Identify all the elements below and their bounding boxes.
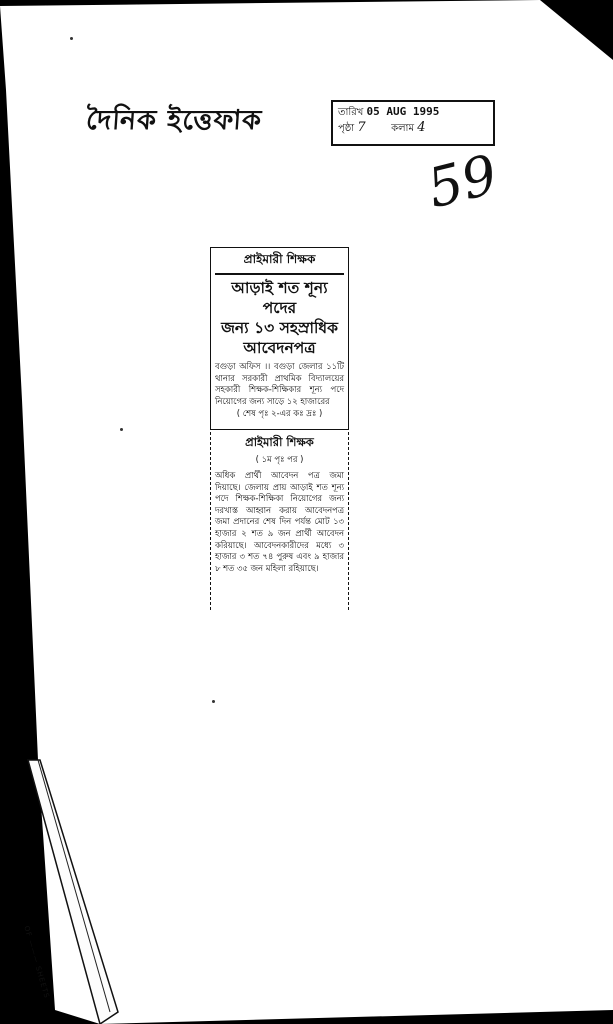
date-value: 05 AUG 1995 <box>366 105 440 118</box>
page-label: পৃষ্ঠা <box>338 123 355 134</box>
scan-speck <box>212 700 215 703</box>
continuation-title: প্রাইমারী শিক্ষক <box>245 435 314 449</box>
newspaper-masthead: দৈনিক ইত্তেফাক <box>85 105 264 136</box>
handwritten-sheet-number: 59 <box>421 142 504 221</box>
continuation-from-page: ( ১ম পৃঃ পর ) <box>255 454 304 464</box>
clipping-body: বগুড়া অফিস ।। বগুড়া জেলার ১১টি থানার সরকারী প্রাথমিক বিদ্যালয়ের সহকারী শিক্ষক-শিক্ষিকার শূন্য পদে নিয়োগের জন্য সাড়ে ১২ হাজারের <box>215 361 344 406</box>
page-value: 7 <box>357 120 366 135</box>
clipping-kicker: প্রাইমারী শিক্ষক <box>215 251 344 275</box>
column-value: 4 <box>417 120 426 135</box>
clipping-headline <box>215 278 344 358</box>
continuation-body: অধিক প্রার্থী আবেদন পত্র জমা দিয়াছে। জেলায় প্রায় আড়াই শত শূন্য পদে শিক্ষক-শিক্ষিকা নিয়োগের জন্য দরখাস্ত আহ্বান করায় আবেদনপত্র জমা প্রদানের শেষ দিন পর্যন্ত মোট ১৩ হাজার ২ শত ৯ জন প্রার্থী আবেদন করিয়াছে। আবেদনকারীদের মধ্যে ৩ হাজার ৩ শত ৭৪ পুরুষ এবং ৯ হাজার ৮ শত ৩৫ জন মহিলা রহিয়াছে। <box>215 470 344 573</box>
continuation-clipping <box>210 432 349 610</box>
date-label: তারিখ <box>338 107 364 118</box>
date-stamp <box>331 100 495 146</box>
headline-line-2: জন্য ১৩ সহস্রাধিক <box>221 319 338 337</box>
headline-line-3: আবেদনপত্র <box>243 339 316 357</box>
scan-speck <box>120 428 123 431</box>
continued-note: ( শেষ পৃঃ ২-এর কঃ দ্রঃ ) <box>236 408 323 419</box>
scan-speck <box>70 37 73 40</box>
news-clipping <box>210 247 349 430</box>
column-label: কলাম <box>391 123 415 134</box>
headline-line-1: আড়াই শত শূন্য পদের <box>231 279 328 317</box>
edge-stamp: OF ——— SHEETS <box>22 925 51 1000</box>
